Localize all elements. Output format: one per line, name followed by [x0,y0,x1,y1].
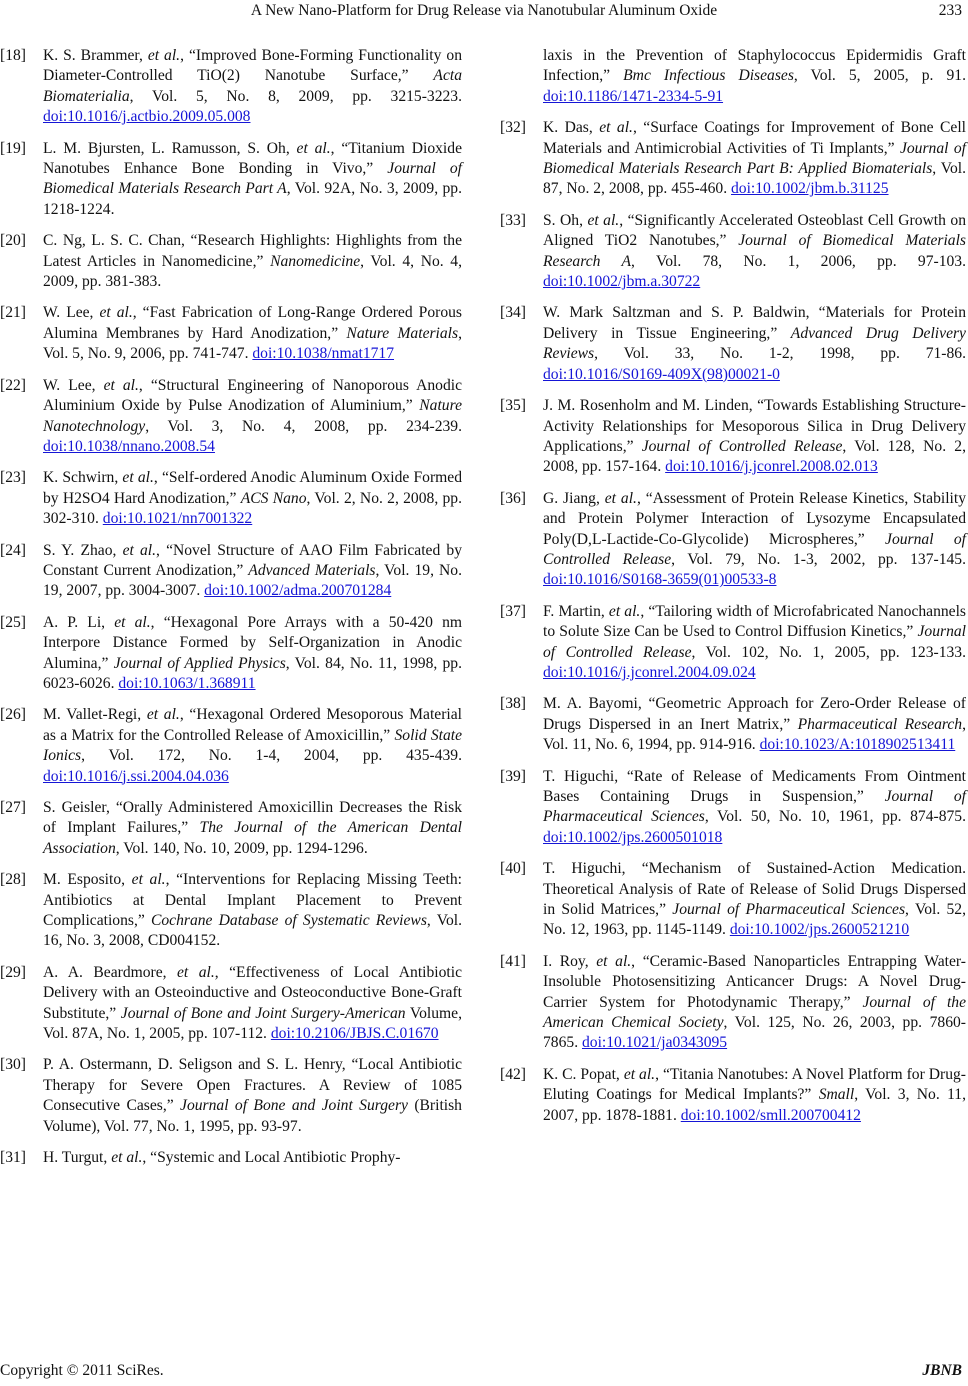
reference-item [0,1055,462,1137]
reference-number: [20] [0,232,26,250]
reference-item [0,963,462,1045]
reference-text: W. Lee, [43,304,100,322]
reference-text: , Vol. 16, No. 3, 2008, CD004152. [43,912,462,950]
reference-text: , Vol. 19, No. 19, 2007, pp. 3004-3007. [43,561,462,600]
reference-item [0,541,462,602]
doi-link[interactable]: doi:10.1002/jps.2600521210 [729,921,910,939]
reference-number: [37] [500,602,526,620]
reference-item [500,118,966,200]
reference-text: J. M. Rosenholm and M. Linden, “Towards Establishing Structure-Activity Relationships for Mesoporous Silica in Drug Delivery Applications,” [543,397,966,455]
reference-text: K. Schwirn, [43,469,123,487]
reference-number: [35] [500,397,526,415]
reference-number: [18] [0,47,26,64]
journal-name: Journal of Bone and Joint Surgery [180,1097,408,1115]
reference-item [0,46,462,128]
et-al: et al. [122,541,157,559]
copyright-notice: Copyright © 2011 SciRes. [0,1362,164,1379]
et-al: et al. [599,119,633,137]
page-number: 233 [938,2,962,19]
journal-name: Nature Materials [346,324,459,342]
references-right-column [500,46,966,1137]
reference-text: , Vol. 78, No. 1, 2006, pp. 97-103. [631,252,966,270]
doi-link[interactable]: doi:10.1002/jbm.b.31125 [731,180,889,198]
reference-31-continuation [500,46,966,107]
reference-text: I. Roy, [543,952,597,970]
journal-name: Journal of Biomedical Materials Research Part B: Applied Biomaterials [543,139,966,178]
journal-name: Advanced Materials [248,561,376,579]
reference-text: , “Self-ordered Anodic Aluminum Oxide Formed by H2SO4 Hard Anodization,” [43,469,462,507]
reference-text: , “Interventions for Replacing Missing Teeth: Antibiotics at Dental Implant Placement to Prevent Complications,” [43,871,462,930]
reference-number: [22] [0,376,26,394]
doi-link[interactable]: doi:10.1063/1.368911 [118,674,256,692]
doi-link[interactable]: doi:10.1002/jbm.a.30722 [543,273,701,291]
reference-text: Volume, Vol. 87A, No. 1, 2005, pp. 107-112. [43,1004,462,1043]
reference-item [500,489,966,591]
journal-abbreviation: JBNB [922,1362,962,1379]
reference-text: S. Y. Zhao, [43,541,123,559]
reference-text: K. Das, [543,119,600,137]
reference-text: , “Systemic and Local Antibiotic Prophy- [142,1149,401,1167]
et-al: et al. [177,963,215,981]
reference-text: , “Improved Bone-Forming Functionality on Diameter-Controlled TiO(2) Nanotube Surface,” [43,47,462,85]
journal-name: Nature Nanotechnology [43,397,462,435]
reference-number: [25] [0,613,26,631]
reference-item [0,376,462,458]
reference-number: [29] [0,963,26,981]
reference-item [0,139,462,221]
journal-name: Journal of Pharmaceutical Sciences [672,901,906,919]
reference-text: P. A. Ostermann, D. Seligson and S. L. Henry, “Local Antibiotic Therapy for Severe Open Fractures. A Review of 1085 Consecutive Cases,” [43,1056,462,1115]
reference-item [500,396,966,478]
reference-text: , Vol. 102, No. 1, 2005, pp. 123-133. [691,643,966,661]
doi-link[interactable]: doi:10.1016/S0168-3659(01)00533-8 [543,571,777,589]
journal-name: Cochrane Database of Systematic Reviews [150,912,427,930]
reference-item [0,231,462,292]
journal-name: Small [818,1086,855,1104]
reference-text: , Vol. 128, No. 2, 2008, pp. 157-164. [543,437,966,476]
reference-text: , Vol. 5, 2005, p. 91. [793,67,966,85]
reference-text: , Vol. 92A, No. 3, 2009, pp. 1218-1224. [43,180,462,218]
reference-text: , Vol. 2, No. 2, 2008, pp. 302-310. [43,489,462,528]
reference-item [500,602,966,684]
reference-text: M. Esposito, [43,871,132,889]
et-al: et al. [122,469,154,487]
reference-text: S. Oh, [543,211,588,229]
reference-item [500,211,966,293]
journal-name: The Journal of the American Dental Association [43,819,463,857]
reference-text: , Vol. 5, No. 9, 2006, pp. 741-747. [43,324,462,363]
references-left-column [0,46,462,1180]
journal-name: Solid State Ionics [43,726,463,765]
doi-link[interactable]: doi:10.1016/S0169-409X(98)00021-0 [543,365,780,383]
reference-item [500,694,966,755]
journal-name: Journal of Controlled Release [641,437,843,455]
reference-number: [33] [500,211,526,229]
page-header [0,0,968,28]
reference-number: [30] [0,1056,26,1074]
doi-link[interactable]: doi:10.1016/j.jconrel.2004.09.024 [543,663,756,681]
reference-number: [38] [500,695,526,713]
doi-link[interactable]: doi:10.1002/smll.200700412 [680,1106,861,1124]
reference-item [500,859,966,941]
reference-text: W. Mark Saltzman and S. P. Baldwin, “Materials for Protein Delivery in Tissue Engineering,” [543,304,966,342]
doi-link[interactable]: doi:10.1016/j.jconrel.2008.02.013 [665,458,878,476]
reference-text: , Vol. 33, No. 1-2, 1998, pp. 71-86. [594,345,966,363]
reference-text: , “Titanium Dioxide Nanotubes Enhance Bone Bonding in Vivo,” [43,139,462,178]
reference-item [500,952,966,1054]
reference-text: , “Ceramic-Based Nanoparticles Entrapping Water-Insoluble Photosensitizing Anticancer Drugs: A Novel Drug-Carrier System for Photodynamic Therapy,” [543,952,966,1011]
reference-text: (British Volume), Vol. 77, No. 1, 1995, pp. 93-97. [43,1097,462,1135]
reference-text: T. Higuchi, “Rate of Release of Medicaments From Ointment Bases Containing Drugs in Suspension,” [543,767,966,805]
reference-item [0,468,462,529]
reference-text: A. A. Beardmore, [43,963,178,981]
journal-name: Journal of Controlled Release [543,623,966,661]
doi-link[interactable]: doi:10.1016/j.ssi.2004.04.036 [43,767,229,785]
doi-link[interactable]: doi:10.1038/nnano.2008.54 [43,437,215,455]
reference-item [0,705,462,787]
reference-text: , “Tailoring width of Microfabricated Nanochannels to Solute Size Can be Used to Control Diffusion Kinetics,” [543,602,967,641]
reference-text: S. Geisler, “Orally Administered Amoxicillin Decreases the Risk of Implant Failures,” [43,799,462,837]
doi-link[interactable]: doi:10.2106/JBJS.C.01670 [270,1025,439,1043]
et-al: et al. [596,952,632,970]
journal-name: Acta Biomaterialia [43,67,462,105]
reference-text: T. Higuchi, “Mechanism of Sustained-Action Medication. Theoretical Analysis of Rate of Release of Solid Drugs Dispersed in Solid Matrices,” [543,860,966,919]
journal-name: Journal of Biomedical Materials Research A [543,232,966,270]
journal-name: Journal of the American Chemical Society [543,993,966,1032]
reference-text: W. Lee, [43,376,104,394]
doi-link[interactable]: doi:10.1038/nmat1717 [252,345,395,363]
reference-text: laxis in the Prevention of Staphylococcus Epidermidis Graft Infection,” [543,47,966,85]
journal-name: Journal of Biomedical Materials Research Part A [43,160,462,198]
reference-text: , Vol. 172, No. 1-4, 2004, pp. 435-439. [81,747,462,765]
reference-number: [26] [0,706,26,724]
reference-text: , Vol. 3, No. 4, 2008, pp. 234-239. [145,417,462,435]
reference-text: H. Turgut, [43,1149,112,1167]
et-al: et al. [114,613,151,631]
reference-text: M. Vallet-Regi, [43,706,147,724]
reference-text: , Vol. 3, No. 11, 2007, pp. 1878-1881. [543,1086,966,1124]
reference-text: , Vol. 52, No. 12, 1963, pp. 1145-1149. [543,901,966,939]
reference-text: , “Hexagonal Pore Arrays with a 50-420 nm Interpore Distance Formed by Self-Organization in Anodic Alumina,” [43,613,462,672]
et-al: et al. [604,489,637,507]
doi-link[interactable]: doi:10.1023/A:1018902513411 [759,736,956,754]
reference-text: , Vol. 79, No. 1-3, 2002, pp. 137-145. [671,550,966,568]
reference-text: C. Ng, L. S. C. Chan, “Research Highlights: Highlights from the Latest Articles in Nanomedicine,” [43,232,462,270]
journal-name: Pharmaceutical Research [797,715,963,733]
et-al: et al. [623,1065,656,1083]
reference-text: , “Significantly Accelerated Osteoblast Cell Growth on Aligned TiO2 Nanotubes,” [543,211,966,250]
doi-link[interactable]: doi:10.1002/jps.2600501018 [543,828,723,846]
et-al: et al. [111,1149,143,1167]
reference-text: F. Martin, [543,602,609,620]
reference-number: [27] [0,799,26,816]
reference-text: , “Hexagonal Ordered Mesoporous Material as a Matrix for the Controlled Release of Amoxicillin,” [43,706,462,744]
journal-name: Bmc Infectious Diseases [623,67,794,85]
journal-name: Advanced Drug Delivery Reviews [543,324,966,363]
reference-item [0,613,462,695]
reference-text: , Vol. 5, No. 8, 2009, pp. 3215-3223. [129,87,462,105]
et-al: et al. [103,376,139,394]
reference-text: , Vol. 87, No. 2, 2008, pp. 455-460. [543,160,967,198]
reference-number: [41] [500,952,526,970]
reference-text: , Vol. 50, No. 10, 1961, pp. 874-875. [704,808,966,826]
doi-link[interactable]: doi:10.1021/nn7001322 [102,510,253,528]
et-al: et al. [146,706,180,724]
reference-number: [42] [500,1065,526,1083]
journal-name: Nanomedicine [270,252,361,270]
et-al: et al. [296,139,331,157]
reference-number: [23] [0,469,26,487]
reference-text: K. C. Popat, [543,1065,624,1083]
reference-number: [39] [500,767,526,785]
reference-text: , Vol. 11, No. 6, 1994, pp. 914-916. [543,715,966,754]
journal-name: Journal of Pharmaceutical Sciences [543,788,966,826]
doi-link[interactable]: doi:10.1186/1471-2334-5-91 [543,87,724,105]
reference-item [500,767,966,849]
reference-text: , “Structural Engineering of Nanoporous Anodic Aluminium Oxide by Pulse Anodization of Aluminium,” [43,376,462,415]
reference-number: [19] [0,139,26,157]
doi-link[interactable]: doi:10.1021/ja0343095 [581,1034,728,1052]
reference-text: , “Effectiveness of Local Antibiotic Delivery with an Osteoinductive and Osteoconductive Bone-Graft Substitute,” [43,963,462,1022]
reference-number: [40] [500,860,526,878]
reference-number: [36] [500,489,526,507]
reference-text: , Vol. 4, No. 4, 2009, pp. 381-383. [43,252,462,291]
et-al: et al. [131,871,166,889]
reference-number: [31] [0,1149,26,1167]
reference-text: , Vol. 84, No. 11, 1998, pp. 6023-6026. [43,654,462,692]
reference-number: [28] [0,871,26,889]
doi-link[interactable]: doi:10.1016/j.actbio.2009.05.008 [43,108,251,126]
reference-text: K. S. Brammer, [43,47,148,64]
journal-name: Journal of Controlled Release [543,530,966,568]
reference-item [0,1148,462,1168]
reference-text: , “Assessment of Protein Release Kinetics, Stability and Protein Polymer Interaction of Lysozyme Encapsulated Poly(D,L-Lactide-Co-Glycolide) Microspheres,” [543,489,966,548]
et-al: et al. [587,211,620,229]
journal-name: Journal of Bone and Joint Surgery-American [120,1004,406,1022]
reference-item [500,1065,966,1126]
reference-item [0,303,462,364]
reference-number: [34] [500,304,526,322]
reference-item [0,798,462,859]
reference-text: , Vol. 125, No. 26, 2003, pp. 7860-7865. [543,1014,966,1052]
reference-item [500,303,966,385]
reference-number: [24] [0,541,26,559]
reference-number: [21] [0,304,26,322]
reference-text: A. P. Li, [43,613,115,631]
et-al: et al. [147,47,181,64]
journal-name: Journal of Applied Physics [113,654,286,672]
reference-text: , “Novel Structure of AAO Film Fabricated by Constant Current Anodization,” [43,541,462,579]
reference-number: [32] [500,119,526,137]
reference-text: , “Fast Fabrication of Long-Range Ordered Porous Alumina Membranes by Hard Anodization,” [43,304,462,342]
et-al: et al. [608,602,641,620]
reference-text: M. A. Bayomi, “Geometric Approach for Zero-Order Release of Drugs Dispersed in an Inert Matrix,” [543,695,966,733]
reference-text: L. M. Bjursten, L. Ramusson, S. Oh, [43,139,297,157]
et-al: et al. [99,304,133,322]
running-title: A New Nano-Platform for Drug Release via Nanotubular Aluminum Oxide [250,2,718,19]
reference-text: G. Jiang, [543,489,605,507]
reference-text: , “Surface Coatings for Improvement of Bone Cell Materials and Antimicrobial Activities of Ti Implants,” [543,119,966,157]
reference-text: , Vol. 140, No. 10, 2009, pp. 1294-1296. [115,839,368,857]
reference-text: , “Titania Nanotubes: A Novel Platform for Drug-Eluting Coatings for Medical Implants?” [543,1065,967,1104]
reference-item [0,870,462,952]
doi-link[interactable]: doi:10.1002/adma.200701284 [204,582,392,600]
journal-name: ACS Nano [240,489,307,507]
